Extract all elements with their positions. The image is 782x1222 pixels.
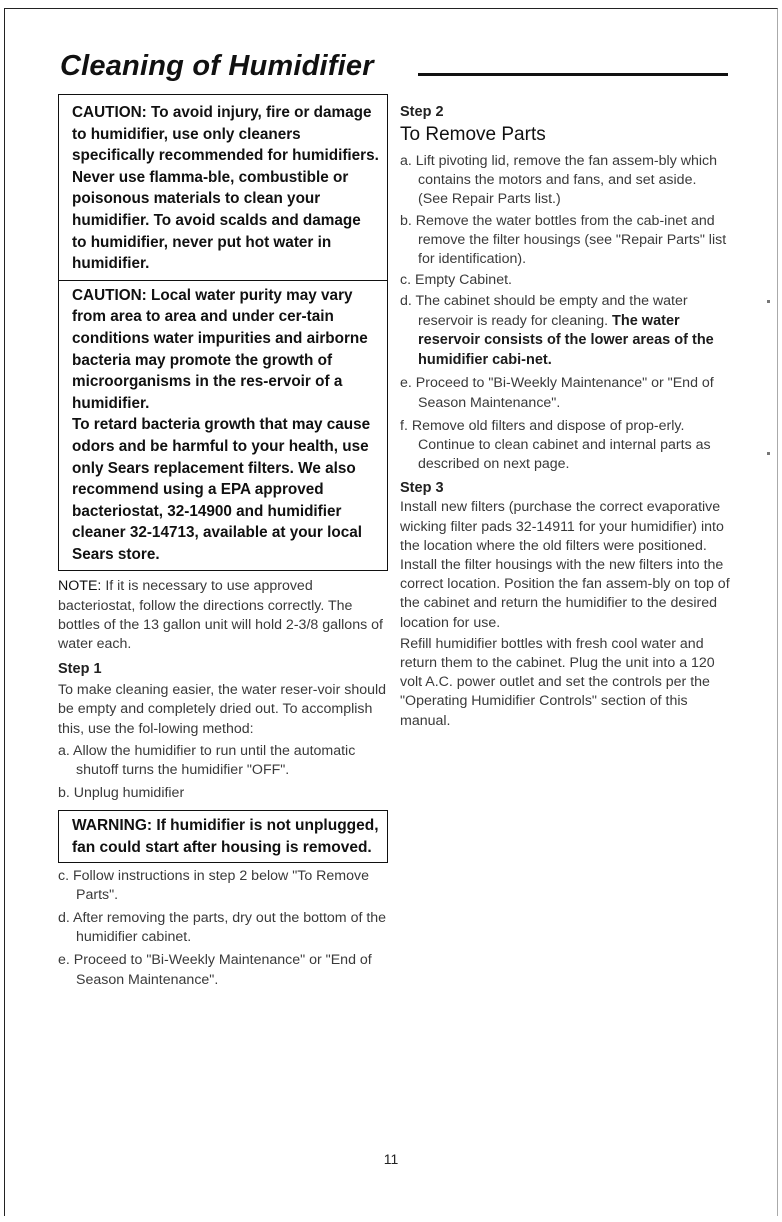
step-3-label: Step 3 <box>400 480 444 497</box>
caution-2-label: CAUTION: <box>72 286 147 304</box>
caution-2-text-1: Local water purity may vary from area to area and under cer-tain conditions water impurities and airborne bacteria may promote the growth of microorganisms in the res-ervoir of a humidifier. <box>72 286 368 412</box>
step-1-intro: To make cleaning easier, the water reser-voir should be empty and completely dried out. To accomplish this, use the fol-lowing method: <box>58 682 387 737</box>
warning-box <box>58 810 388 863</box>
step-3-text-2: Refill humidifier bottles with fresh cool water and return them to the cabinet. Plug the unit into a 120 volt A.C. power outlet and set the controls per the "Operating Humidifier Controls" section of this manual. <box>400 635 715 729</box>
note-label: NOTE: <box>58 578 102 595</box>
title-rule <box>418 73 728 76</box>
step-3-text-1: Install new filters (purchase the correct evaporative wicking filter pads 32-14911 for your humidifier) into the location where the old filters were positioned. Install the filter housings with the new filters into the correct location. Position the fan assem-bly on top of the cabinet and return the humidifier to the desired location for use. <box>400 499 730 631</box>
step-2-item-f: f. Remove old filters and dispose of prop-erly. Continue to clean cabinet and internal parts as described on next page. <box>400 417 711 473</box>
caution-2-paragraph-1 <box>72 285 379 415</box>
step-2-item-d-text: d. The cabinet should be empty and the water reservoir is ready for cleaning. <box>400 293 688 329</box>
step-2-item-a: a. Lift pivoting lid, remove the fan assem-bly which contains the motors and fans, and set aside. (See Repair Parts list.) <box>400 153 718 208</box>
note-text: If it is necessary to use approved bacteriostat, follow the directions correctly. The bottles of the 13 gallon unit will hold 2-3/8 gallons of water each. <box>58 578 383 653</box>
scan-mark <box>767 300 770 303</box>
caution-1-paragraph <box>72 102 379 275</box>
step-1-item-e: e. Proceed to "Bi-Weekly Maintenance" or "End of Season Maintenance". <box>58 952 372 988</box>
note-paragraph <box>58 577 388 654</box>
step-1-label: Step 1 <box>58 661 102 678</box>
step-2-item-d <box>400 292 730 370</box>
step-2-item-b: b. Remove the water bottles from the cab-inet and remove the filter housings (see "Repair Parts" list for identification). <box>400 212 727 268</box>
warning-label: WARNING: <box>72 816 153 834</box>
step-2-item-d-emphasis: The water reservoir consists of the lower areas of the humidifier cabi-net. <box>418 312 714 368</box>
right-column <box>400 102 730 731</box>
step-1-item-b: b. Unplug humidifier <box>58 785 185 802</box>
left-column <box>58 94 388 990</box>
caution-1-label: CAUTION: <box>72 104 147 121</box>
scan-mark <box>767 452 770 455</box>
section-heading-remove-parts: To Remove Parts <box>400 124 546 145</box>
caution-1-text: To avoid injury, fire or damage to humidifier, use only cleaners specifically recommended for humidifiers. Never use flamma-ble, combustible or poisonous materials to clean your humidifier. To avoid scalds and damage to humidifier, never put hot water in humidifier. <box>72 104 379 273</box>
caution-box-2 <box>58 281 388 572</box>
step-2-item-e: e. Proceed to "Bi-Weekly Maintenance" or "End of Season Maintenance". <box>400 375 714 411</box>
caution-2-text-2: To retard bacteria growth that may cause odors and be harmful to your health, use only Sears replacement filters. We also recommend using a EPA approved bacteriostat, 32-14900 and humidifier cleaner 32-14713, available at your local Sears store. <box>72 416 371 563</box>
page-title: Cleaning of Humidifier <box>60 50 374 82</box>
step-2-label: Step 2 <box>400 104 444 120</box>
warning-text: If humidifier is not unplugged, fan could start after housing is removed. <box>72 816 379 856</box>
caution-box-1 <box>58 94 388 281</box>
step-1-item-a: a. Allow the humidifier to run until the automatic shutoff turns the humidifier "OFF". <box>58 742 356 779</box>
step-1-item-c: c. Follow instructions in step 2 below "To Remove Parts". <box>58 867 369 903</box>
warning-paragraph <box>72 815 379 859</box>
step-1-item-d: d. After removing the parts, dry out the bottom of the humidifier cabinet. <box>58 909 387 946</box>
step-2-item-c: c. Empty Cabinet. <box>400 272 512 289</box>
page-number: 11 <box>383 1151 399 1167</box>
